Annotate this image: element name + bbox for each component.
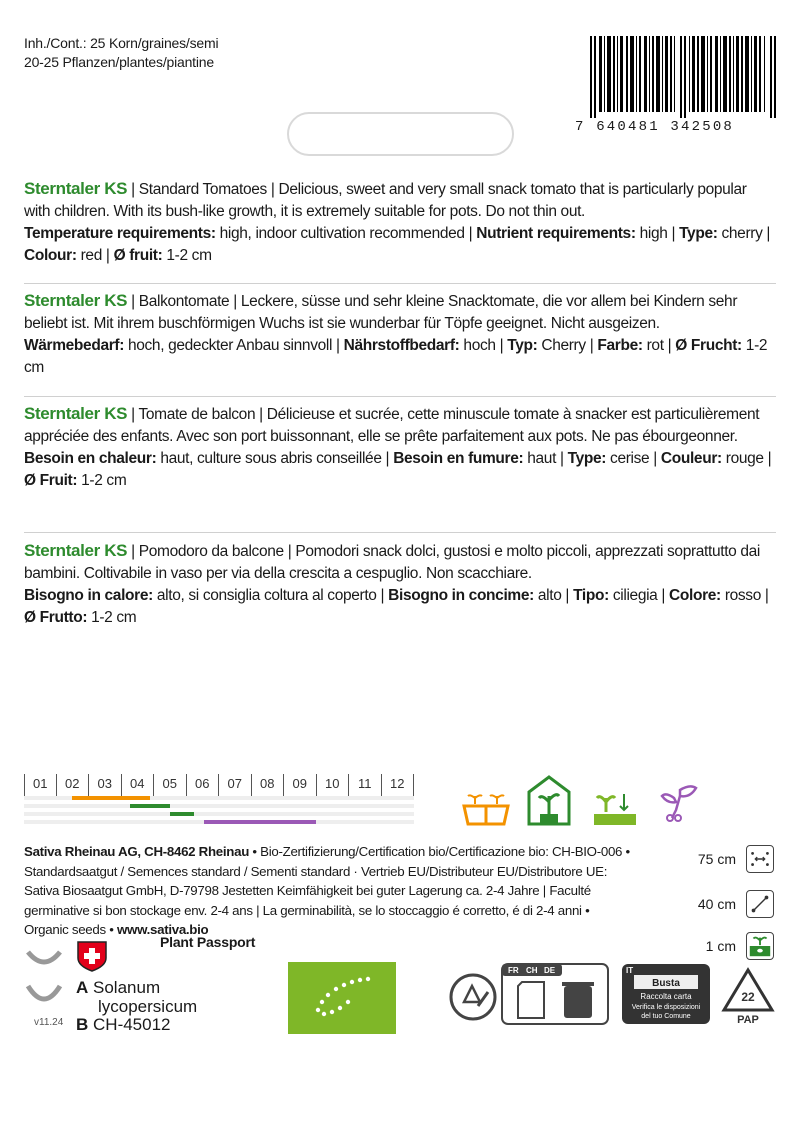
contents-info — [24, 34, 218, 72]
description-text: | Standard Tomatoes | Delicious, sweet and very small snack tomato that is particularly popular with children. With its bush-like growth, it is extremely suitable for pots. Do not thin out. — [24, 181, 747, 220]
attr-value: high | — [635, 225, 680, 242]
attr-label: Tipo: — [573, 587, 609, 604]
swiss-flag-icon — [76, 940, 108, 972]
attr-label: Colore: — [669, 587, 721, 604]
pap-recycling-icon — [720, 966, 776, 1026]
attr-value: 1-2 cm — [24, 337, 768, 376]
hang-hole — [287, 112, 514, 156]
attr-value: 1-2 cm — [87, 609, 137, 626]
variety-name: Sterntaler KS — [24, 291, 128, 310]
attr-label: Temperature requirements: — [24, 225, 216, 242]
passport-a-genus: Solanum — [93, 978, 161, 997]
attr-label: Colour: — [24, 247, 77, 264]
attr-value: ciliegia | — [608, 587, 670, 604]
month-label: 04 — [122, 774, 155, 796]
calendar-row-harvest — [24, 820, 414, 824]
variety-name: Sterntaler KS — [24, 404, 128, 423]
month-label: 05 — [154, 774, 187, 796]
plant-out-bar — [130, 804, 170, 808]
attr-value: rosso | — [720, 587, 769, 604]
sowing-depth-icon — [746, 932, 774, 960]
transplant-bar — [170, 812, 194, 816]
attr-value: cerise | — [606, 450, 661, 467]
attr-label: Couleur: — [660, 450, 722, 467]
attr-value: haut, culture sous abris conseillée | — [156, 450, 394, 467]
lang-de: DE — [544, 966, 556, 975]
attr-value: rouge | — [721, 450, 772, 467]
attr-label: Type: — [679, 225, 718, 242]
busta-info-icon — [620, 962, 712, 1026]
attr-value: rot | — [642, 337, 676, 354]
month-label: 12 — [382, 774, 415, 796]
month-label: 09 — [284, 774, 317, 796]
attr-label: Ø Fruit: — [24, 472, 78, 489]
pap-number: 22 — [741, 990, 755, 1004]
recycle-paper-icon — [448, 972, 498, 1022]
busta-line-3: del tuo Comune — [641, 1013, 691, 1020]
pap-label: PAP — [737, 1014, 759, 1026]
description-text: | Balkontomate | Leckere, süsse und sehr kleine Snacktomate, die vor allem bei Kindern sehr beliebt ist. Mit ihrem buschförmigen Wuchs ist sie wunderbar für Töpfe geeignet. Nicht ausgeizen. — [24, 293, 738, 332]
plant-distance-icon — [746, 890, 774, 918]
variety-name: Sterntaler KS — [24, 179, 128, 198]
website-link[interactable]: www.sativa.bio — [116, 922, 209, 937]
passport-a-species: lycopersicum — [98, 997, 198, 1016]
contents-seeds: Inh./Cont.: 25 Korn/graines/semi — [24, 35, 219, 51]
attr-value: 1-2 cm — [162, 247, 212, 264]
sowing-calendar — [24, 774, 416, 830]
sowing-depth — [680, 938, 736, 954]
attr-label: Nährstoffbedarf: — [343, 337, 460, 354]
plant-distance — [680, 896, 736, 912]
month-label: 06 — [187, 774, 220, 796]
attr-label: Type: — [567, 450, 607, 467]
row-distance-icon — [746, 845, 774, 873]
attr-label: Bisogno in concime: — [388, 587, 534, 604]
month-label: 03 — [89, 774, 122, 796]
attr-label: Besoin en chaleur: — [24, 450, 157, 467]
calendar-row-transplant — [24, 812, 414, 816]
month-label: 02 — [57, 774, 90, 796]
attr-label: Typ: — [507, 337, 538, 354]
divider — [24, 283, 776, 284]
plant-distance-value: 40 cm — [697, 896, 736, 912]
seed-tray-icon — [460, 790, 512, 826]
description-french — [24, 403, 776, 492]
sowing-depth-value: 1 cm — [705, 938, 736, 954]
attr-value: alto, si consiglia coltura al coperto | — [152, 587, 389, 604]
it-label: IT — [626, 966, 634, 975]
attr-label: Bisogno in calore: — [24, 587, 153, 604]
passport-a — [76, 978, 197, 1016]
month-label: 11 — [349, 774, 382, 796]
lang-ch: CH — [526, 966, 538, 975]
attr-label: Ø fruit: — [113, 247, 163, 264]
calendar-months — [24, 774, 414, 796]
company-info — [24, 842, 636, 940]
attr-value: hoch, gedeckter Anbau sinnvoll | — [124, 337, 344, 354]
sorting-instructions-icon — [500, 962, 610, 1026]
greenhouse-icon — [526, 774, 572, 826]
barcode-number: 7 640481 342508 — [575, 119, 735, 135]
attr-value: haut | — [523, 450, 568, 467]
passport-b-label: B — [76, 1015, 89, 1034]
attr-label: Wärmebedarf: — [24, 337, 125, 354]
attr-value: red | — [76, 247, 114, 264]
eu-organic-logo — [288, 962, 396, 1034]
calendar-row-plant — [24, 804, 414, 808]
attr-value: 1-2 cm — [77, 472, 127, 489]
barcode — [590, 36, 776, 118]
month-label: 07 — [219, 774, 252, 796]
divider — [24, 532, 776, 533]
attr-value: Cherry | — [537, 337, 598, 354]
description-english — [24, 178, 776, 267]
contents-plants: 20-25 Pflanzen/plantes/piantine — [24, 54, 214, 70]
busta-label: Busta — [652, 978, 680, 989]
month-label: 10 — [317, 774, 350, 796]
description-italian — [24, 540, 776, 629]
row-distance — [680, 851, 736, 867]
passport-marks-icon — [24, 940, 64, 1016]
month-label: 01 — [24, 774, 57, 796]
passport-b-code: CH-45012 — [93, 1015, 171, 1034]
description-text: | Pomodoro da balcone | Pomodori snack dolci, gustosi e molto piccoli, apprezzati soprattutto dai bambini. Coltivabile in vaso per via della crescita a cespuglio. Non scacchiare. — [24, 543, 761, 582]
busta-line-2: Verifica le disposizioni — [631, 1004, 701, 1011]
harvest-icon — [660, 784, 700, 824]
attr-label: Farbe: — [597, 337, 643, 354]
attr-label: Ø Frucht: — [675, 337, 742, 354]
plant-passport-title: Plant Passport — [160, 934, 256, 950]
busta-line-1: Raccolta carta — [640, 992, 692, 1001]
lang-fr: FR — [508, 966, 519, 975]
harvest-bar — [204, 820, 316, 824]
attr-label: Ø Frutto: — [24, 609, 88, 626]
description-german — [24, 290, 776, 379]
divider — [24, 396, 776, 397]
sow-indoor-bar — [72, 796, 150, 800]
attr-value: hoch | — [459, 337, 508, 354]
attr-label: Nutrient requirements: — [476, 225, 636, 242]
row-distance-value: 75 cm — [697, 851, 736, 867]
month-label: 08 — [252, 774, 285, 796]
attr-label: Besoin en fumure: — [393, 450, 524, 467]
transplant-icon — [592, 790, 638, 826]
version-label: v11.24 — [34, 1017, 64, 1028]
calendar-row-indoor — [24, 796, 414, 800]
passport-a-label: A — [76, 978, 89, 997]
company-name: Sativa Rheinau AG, CH-8462 Rheinau — [24, 844, 250, 859]
passport-b — [76, 1015, 171, 1035]
attr-value: high, indoor cultivation recommended | — [215, 225, 477, 242]
company-details: • Bio-Zertifizierung/Certification bio/Certificazione bio: CH-BIO-006 • Standardsaatgut / Semences standard / Sementi standard · Vertrieb EU/Distributeur EU/Distributore UE: Sativa Biosaatgut GmbH, D-79798 Jestetten Keimfähigkeit bei guter Lagerung ca. 2-4 Jahre | Faculté germinative si bon stockage env. 2-4 ans | La germinabilità, se lo stoccaggio é corretto, é di 2-4 anni • Organic seeds • — [24, 844, 630, 937]
attr-value: cherry | — [717, 225, 771, 242]
description-text: | Tomate de balcon | Délicieuse et sucrée, cette minuscule tomate à snacker est particulièrement appréciée des enfants. Avec son port buissonnant, elle se prête parfaitement aux pots. Ne pas ébourgeonner. — [24, 406, 760, 445]
variety-name: Sterntaler KS — [24, 541, 128, 560]
attr-value: alto | — [533, 587, 574, 604]
